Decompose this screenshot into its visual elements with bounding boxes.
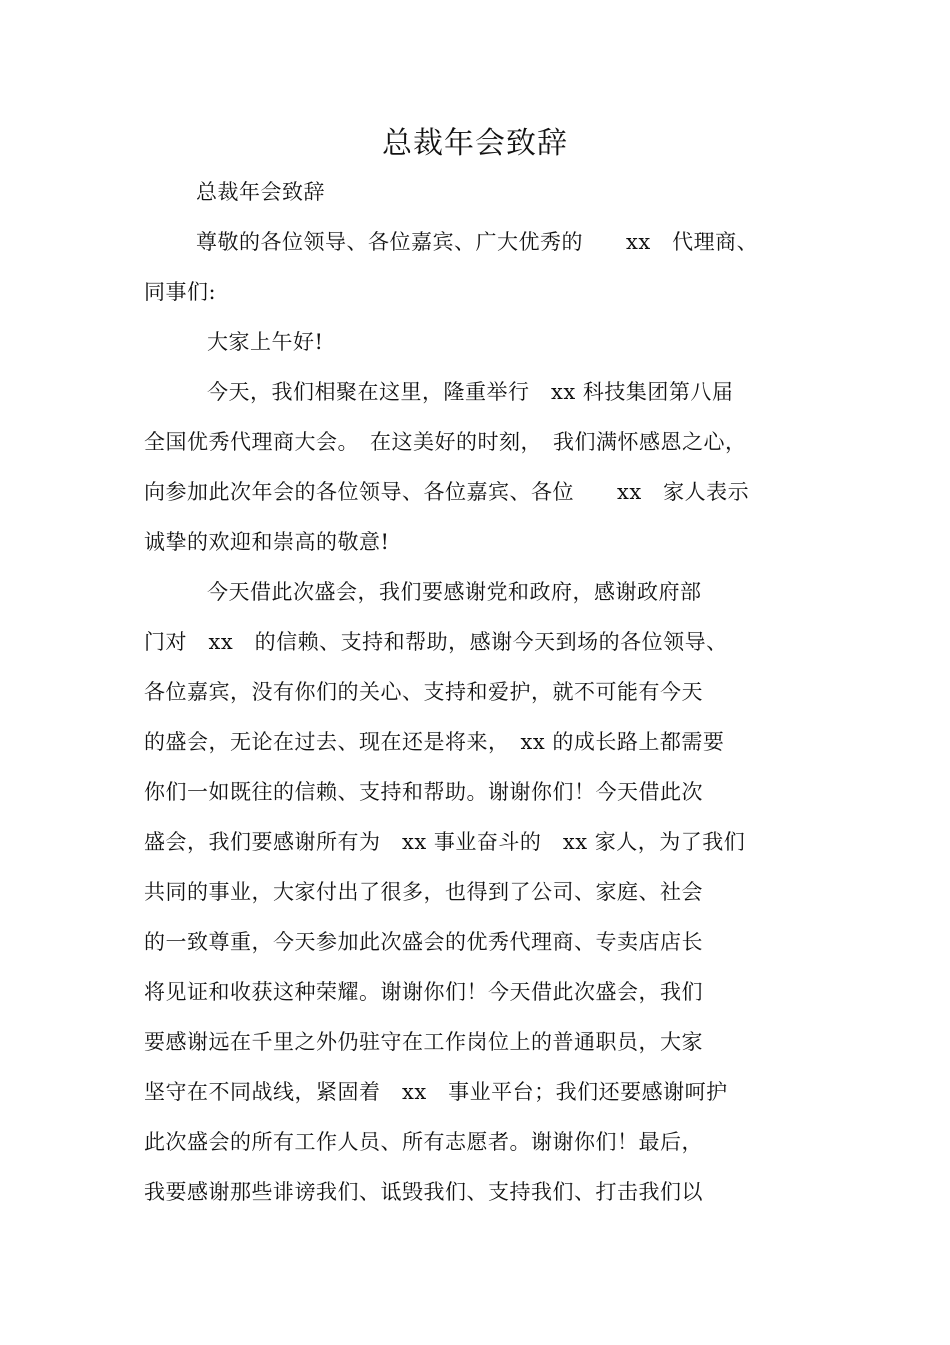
paragraph-line: 你们一如既往的信赖、支持和帮助。谢谢你们！今天借此次 xyxy=(144,780,703,804)
paragraph-line: 的盛会，无论在过去、现在还是将来， xx 的成长路上都需要 xyxy=(144,730,725,754)
paragraph-line: 今天，我们相聚在这里，隆重举行 xx 科技集团第八届 xyxy=(207,380,734,404)
paragraph-line: 共同的事业，大家付出了很多，也得到了公司、家庭、社会 xyxy=(144,880,703,904)
paragraph-line: 门对 xx 的信赖、支持和帮助，感谢今天到场的各位领导、 xyxy=(144,630,728,654)
paragraph-line: 要感谢远在千里之外仍驻守在工作岗位上的普通职员，大家 xyxy=(144,1030,703,1054)
paragraph-line: 各位嘉宾，没有你们的关心、支持和爱护，就不可能有今天 xyxy=(144,680,703,704)
paragraph-line: 今天借此次盛会，我们要感谢党和政府，感谢政府部 xyxy=(207,580,702,604)
paragraph-line: 我要感谢那些诽谤我们、诋毁我们、支持我们、打击我们以 xyxy=(144,1180,703,1204)
paragraph-line: 大家上午好! xyxy=(207,330,324,354)
paragraph-line: 的一致尊重，今天参加此次盛会的优秀代理商、专卖店店长 xyxy=(144,930,703,954)
paragraph-line: 此次盛会的所有工作人员、所有志愿者。谢谢你们！最后， xyxy=(144,1130,703,1154)
paragraph-line: 盛会，我们要感谢所有为 xx 事业奋斗的 xx 家人，为了我们 xyxy=(144,830,746,854)
paragraph-line: 向参加此次年会的各位领导、各位嘉宾、各位 xx 家人表示 xyxy=(144,480,750,504)
paragraph-line: 全国优秀代理商大会。 在这美好的时刻， 我们满怀感恩之心， xyxy=(144,430,747,454)
paragraph-line: 坚守在不同战线，紧固着 xx 事业平台；我们还要感谢呵护 xyxy=(144,1080,728,1104)
document-title: 总裁年会致辞 xyxy=(382,126,568,161)
paragraph-line: 尊敬的各位领导、各位嘉宾、广大优秀的 xx 代理商、 xyxy=(196,230,759,254)
paragraph-line: 诚挚的欢迎和崇高的敬意! xyxy=(144,530,390,554)
paragraph-line: 同事们: xyxy=(144,280,217,304)
subtitle-line: 总裁年会致辞 xyxy=(196,180,325,204)
paragraph-line: 将见证和收获这种荣耀。谢谢你们！今天借此次盛会，我们 xyxy=(144,980,703,1004)
